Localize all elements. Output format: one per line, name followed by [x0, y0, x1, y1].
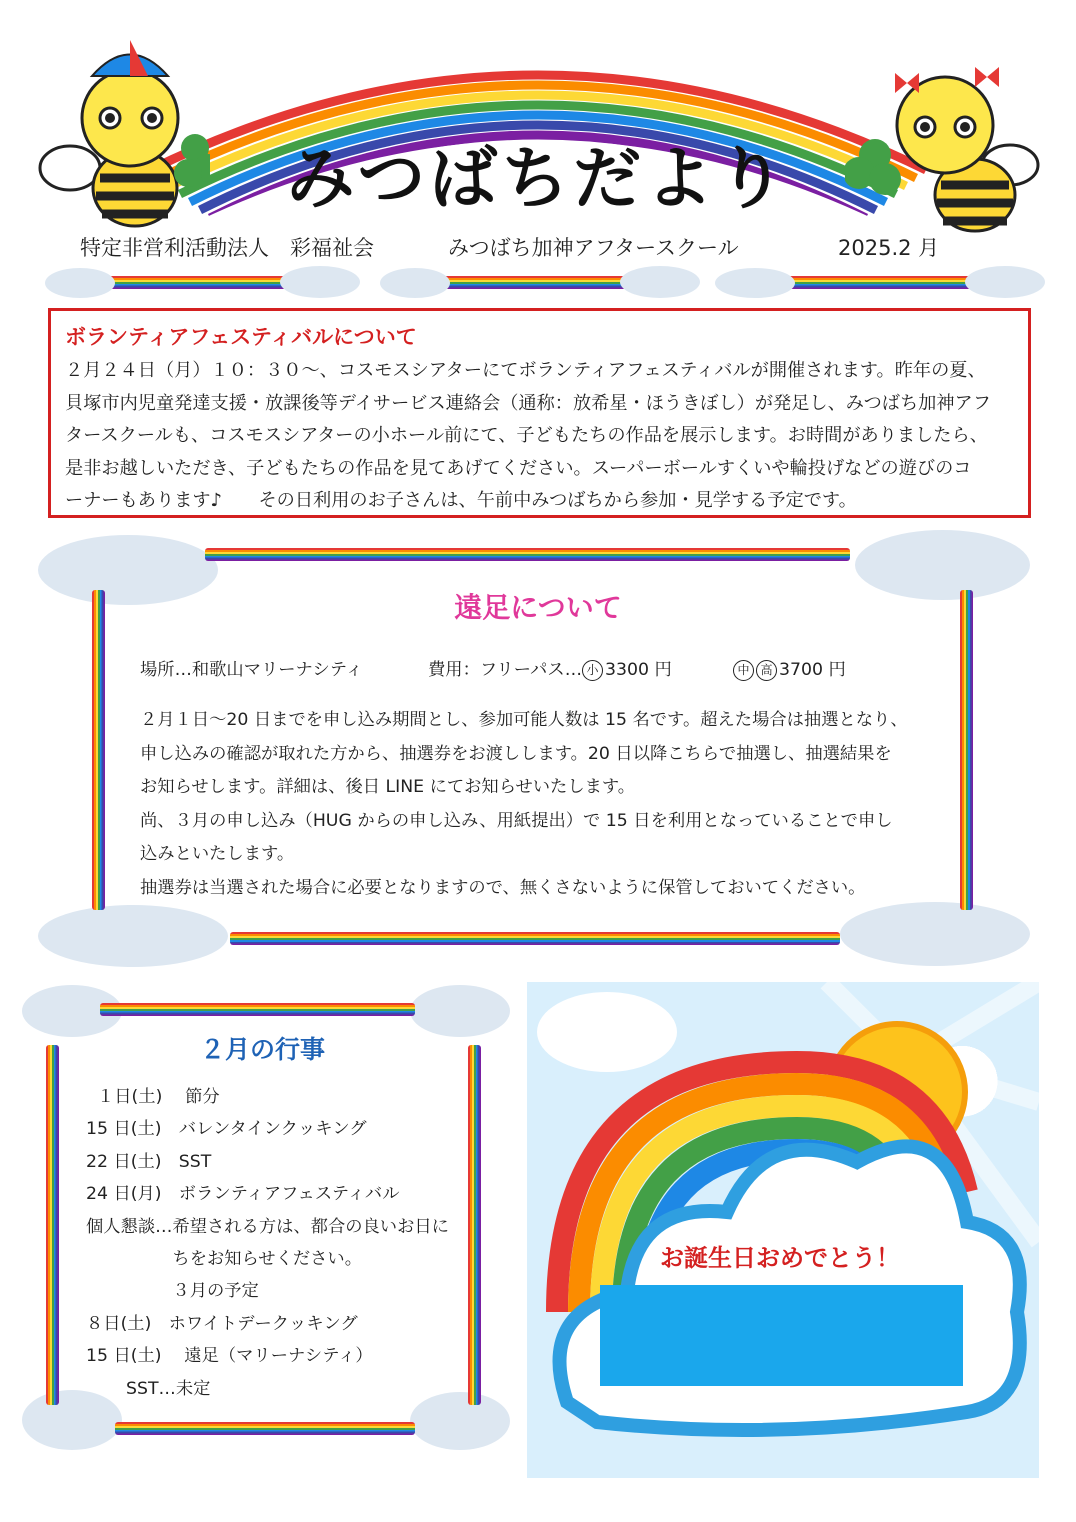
- paragraph-line: お知らせします。詳細は、後日 LINE にてお知らせいたします。: [140, 777, 636, 797]
- list-item: ８日(土) ホワイトデークッキング: [86, 1313, 358, 1334]
- birthday-illustration: [527, 982, 1039, 1478]
- fee-label: 費用：フリーパス…: [428, 660, 582, 680]
- excursion-fee: [428, 655, 672, 681]
- cloud-decoration: [280, 266, 360, 298]
- birthday-names-box: [600, 1285, 963, 1386]
- paragraph-line: ーナーもあります♪ その日利用のお子さんは、午前中みつばちから参加・見学する予定です。: [65, 490, 857, 512]
- paragraph-line: ２月１日～20 日までを申し込み期間とし、参加可能人数は 15 名です。超えた場合は抽選となり、: [140, 710, 908, 730]
- list-item: ちをお知らせください。: [86, 1249, 362, 1270]
- rainbow-stripe: [468, 1045, 481, 1405]
- rainbow-stripe: [100, 1003, 415, 1016]
- paragraph-line: 是非お越しいただき、子どもたちの作品を見てあげてください。スーパーボールすくいや輪投げなどの遊びのコ: [65, 457, 972, 479]
- excursion-place: 場所…和歌山マリーナシティ: [140, 660, 363, 680]
- issue-date: 2025.2 月: [838, 236, 940, 260]
- organization-name: 特定非営利活動法人 彩福祉会: [80, 236, 374, 260]
- rainbow-stripe: [230, 932, 840, 945]
- volunteer-festival-section: [48, 308, 1031, 518]
- middle-school-mark: 中: [733, 660, 754, 681]
- high-school-mark: 高: [756, 660, 777, 681]
- list-item: 個人懇談…希望される方は、都合の良いお日に: [86, 1216, 449, 1237]
- list-item: SST…未定: [86, 1378, 211, 1399]
- list-item: ３月の予定: [86, 1281, 259, 1302]
- fee-elementary: 3300 円: [604, 660, 672, 680]
- list-item: 22 日(土) SST: [86, 1151, 212, 1172]
- rainbow-stripe: [115, 1422, 415, 1435]
- paragraph-line: 抽選券は当選された場合に必要となりますので、無くさないように保管しておいてください。: [140, 877, 866, 898]
- paragraph-line: 込みといたします。: [140, 844, 295, 864]
- paragraph-line: 貝塚市内児童発達支援・放課後等デイサービス連絡会（通称：放希星・ほうきぼし）が発足し、みつばち加神アフ: [65, 392, 991, 414]
- excursion-fee-secondary: [733, 655, 846, 681]
- cloud-decoration: [380, 268, 450, 298]
- cloud-decoration: [965, 266, 1045, 298]
- fee-middle-high: 3700 円: [779, 660, 846, 680]
- list-item: 24 日(月) ボランティアフェスティバル: [86, 1184, 400, 1205]
- events-list: [86, 1081, 449, 1405]
- excursion-body: [140, 704, 940, 905]
- rainbow-sun-cloud-illustration: [527, 982, 1039, 1478]
- paragraph-line: 尚、３月の申し込み（HUG からの申し込み、用紙提出）で 15 日を利用となっていることで申し: [140, 810, 893, 831]
- rainbow-stripe: [92, 590, 105, 910]
- cloud-decoration: [715, 268, 795, 298]
- rainbow-stripe: [90, 276, 300, 289]
- elementary-mark: 小: [582, 660, 603, 681]
- events-title: ２月の行事: [200, 1035, 326, 1064]
- cloud-decoration: [620, 266, 700, 298]
- school-name: みつばち加神アフタースクール: [448, 236, 739, 260]
- rainbow-stripe: [46, 1045, 59, 1405]
- paragraph-line: 申し込みの確認が取れた方から、抽選券をお渡しします。20 日以降こちらで抽選し、抽選結果を: [140, 743, 892, 764]
- volunteer-festival-title: ボランティアフェスティバルについて: [65, 325, 417, 349]
- cloud-decoration: [410, 985, 510, 1037]
- cloud-decoration: [45, 268, 115, 298]
- volunteer-festival-body: [65, 355, 1014, 518]
- list-item: １日(土) 節分: [86, 1087, 220, 1107]
- list-item: 15 日(土) バレンタインクッキング: [86, 1119, 367, 1140]
- paragraph-line: タースクールも、コスモスシアターの小ホール前にて、子どもたちの作品を展示します。お時間がありましたら、: [65, 425, 988, 447]
- rainbow-stripe: [960, 590, 973, 910]
- rainbow-stripe: [205, 548, 850, 561]
- newsletter-title: みつばちだより: [286, 140, 790, 219]
- cloud-decoration: [840, 902, 1030, 966]
- list-item: 15 日(土) 遠足（マリーナシティ）: [86, 1346, 373, 1367]
- excursion-title: 遠足について: [454, 591, 622, 624]
- birthday-greeting: お誕生日おめでとう！: [660, 1244, 900, 1272]
- rainbow-stripe: [420, 276, 640, 289]
- paragraph-line: ２月２４日（月）１０：３０～、コスモスシアターにてボランティアフェスティバルが開催されます。昨年の夏、: [65, 360, 986, 381]
- cloud-decoration: [38, 905, 228, 967]
